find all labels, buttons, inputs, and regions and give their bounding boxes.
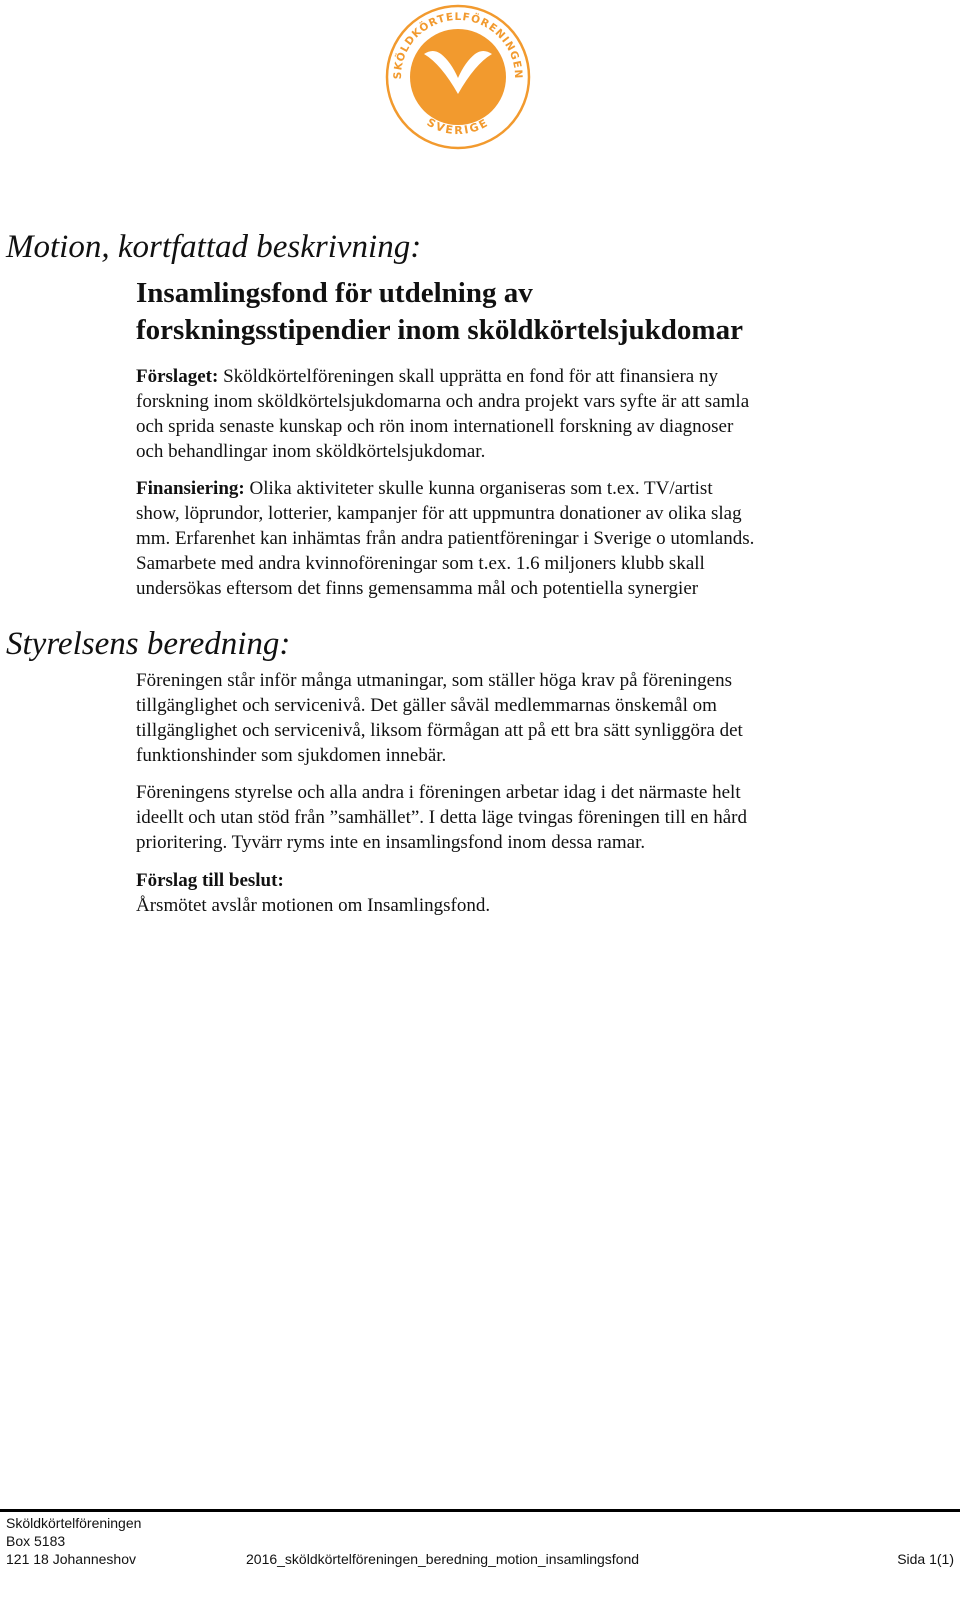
financing-paragraph <box>136 476 856 601</box>
paragraph-line: mm. Erfarenhet kan inhämtas från andra patientföreningar i Sverige o utomlands. <box>136 528 755 549</box>
organization-logo <box>383 2 533 152</box>
paragraph-line <box>136 364 856 389</box>
proposal-label: Förslaget: <box>136 366 219 387</box>
footer-divider <box>0 1509 960 1512</box>
paragraph-line: prioritering. Tyvärr ryms inte en insamlingsfond inom dessa ramar. <box>136 832 646 853</box>
proposal-text: Sköldkörtelföreningen skall upprätta en fond för att finansiera ny <box>218 366 718 387</box>
motion-title <box>136 275 743 349</box>
page-footer <box>6 1514 954 1568</box>
logo-bottom-text: SVERIGE <box>424 115 492 138</box>
board-review-heading: Styrelsens beredning: <box>6 626 291 662</box>
paragraph-line: tillgänglighet och servicenivå. Det gäller såväl medlemmarnas önskemål om <box>136 695 717 716</box>
proposal-paragraph <box>136 364 856 464</box>
paragraph-line: Föreningens styrelse och alla andra i föreningen arbetar idag i det närmaste helt <box>136 782 741 803</box>
motion-title-line: forskningsstipendier inom sköldkörtelsjukdomar <box>136 314 743 346</box>
footer-city: 121 18 Johanneshov <box>6 1551 136 1567</box>
paragraph-line: Föreningen står inför många utmaningar, som ställer höga krav på föreningens <box>136 670 732 691</box>
footer-page-number: Sida 1(1) <box>897 1551 954 1567</box>
footer-bottom-row <box>6 1550 954 1568</box>
decision-proposal <box>136 868 856 918</box>
board-review-paragraph-1 <box>136 668 856 768</box>
paragraph-line: tillgänglighet och servicenivå, liksom förmågan att på ett bra sätt synliggöra det <box>136 720 743 741</box>
paragraph-line: show, löprundor, lotterier, kampanjer för att uppmuntra donationer av olika slag <box>136 503 742 524</box>
decision-label: Förslag till beslut: <box>136 870 284 891</box>
paragraph-line: forskning inom sköldkörtelsjukdomarna och andra projekt vars syfte är att samla <box>136 391 750 412</box>
paragraph-line: och behandlingar inom sköldkörtelsjukdomar. <box>136 441 486 462</box>
paragraph-line: Samarbete med andra kvinnoföreningar som t.ex. 1.6 miljoners klubb skall <box>136 553 705 574</box>
paragraph-line: ideellt och utan stöd från ”samhället”. I detta läge tvingas föreningen till en hård <box>136 807 747 828</box>
footer-filename: 2016_sköldkörtelföreningen_beredning_motion_insamlingsfond <box>246 1551 640 1567</box>
footer-organization: Sköldkörtelföreningen <box>6 1515 142 1531</box>
logo-ring-text: SKÖLDKÖRTELFÖRENINGEN <box>391 10 525 80</box>
motion-title-line: Insamlingsfond för utdelning av <box>136 277 533 309</box>
motion-heading: Motion, kortfattad beskrivning: <box>6 229 422 265</box>
paragraph-line: funktionshinder som sjukdomen innebär. <box>136 745 447 766</box>
financing-text: Olika aktiviteter skulle kunna organiseras som t.ex. TV/artist <box>244 478 713 499</box>
decision-text: Årsmötet avslår motionen om Insamlingsfond. <box>136 895 491 916</box>
footer-box: Box 5183 <box>6 1533 66 1549</box>
paragraph-line: och sprida senaste kunskap och rön inom internationell forskning av diagnoser <box>136 416 734 437</box>
paragraph-line <box>136 476 856 501</box>
paragraph-line: undersökas eftersom det finns gemensamma mål och potentiella synergier <box>136 578 699 599</box>
financing-label: Finansiering: <box>136 478 245 499</box>
board-review-paragraph-2 <box>136 780 856 855</box>
